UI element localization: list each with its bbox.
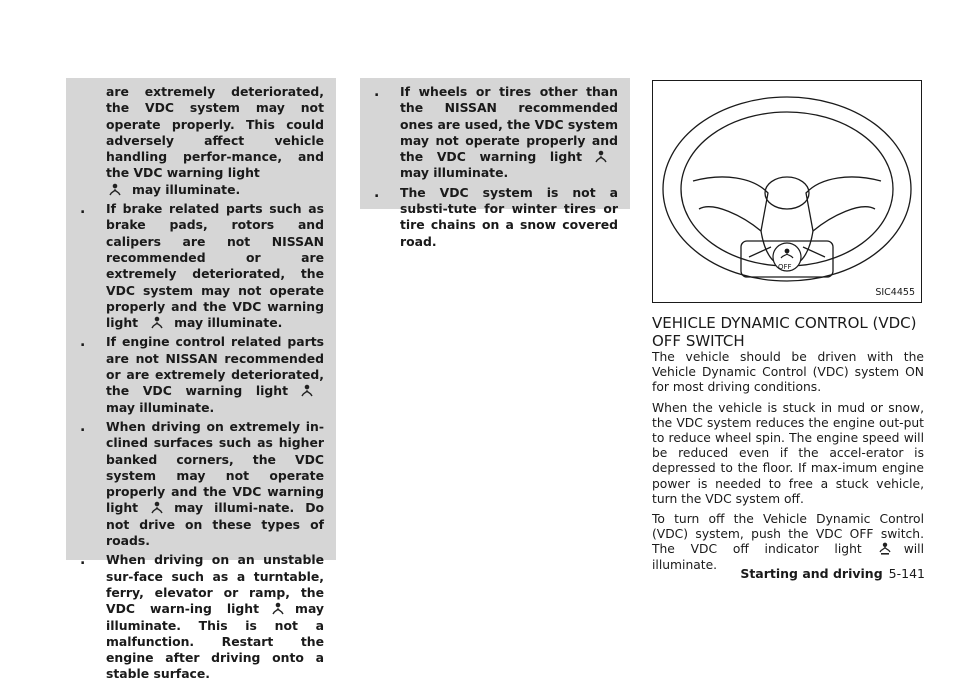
- vdc-warning-icon: [150, 501, 164, 514]
- warning-text: may illuminate.: [174, 315, 283, 331]
- section-body: [652, 350, 924, 578]
- warning-text: may illuminate. This is not a malfunction. Restart the engine after driving onto a stable surface.: [106, 601, 324, 682]
- vdc-switch-figure: [652, 80, 922, 303]
- warning-bullet: [372, 84, 618, 182]
- warning-text: If engine control related parts are not NISSAN recommended or are extremely deteriorated, the VDC warning light: [106, 334, 324, 399]
- warning-text: may illuminate.: [400, 165, 509, 181]
- page-number: 5-141: [888, 566, 925, 581]
- warning-text: may illumi-nate. Do not drive on these types of roads.: [106, 500, 324, 549]
- warning-text: If brake related parts such as brake pads, rotors and calipers are not NISSAN recommended or are extremely deteriorated, the VDC system may not operate properly and the VDC warning light: [106, 201, 324, 331]
- warning-text: may illuminate.: [106, 399, 215, 415]
- warning-bullet: [78, 419, 324, 549]
- bullet-mark: .: [80, 418, 86, 435]
- bullet-mark: .: [374, 84, 380, 100]
- body-text: will illuminate.: [652, 542, 924, 572]
- vdc-warning-icon: [108, 183, 122, 196]
- footer-section-name: Starting and driving: [740, 566, 883, 581]
- warning-text: may illuminate.: [132, 181, 241, 197]
- body-text: To turn off the Vehicle Dynamic Control (VDC) system, push the VDC OFF switch. The VDC off indicator light: [652, 512, 924, 557]
- vdc-warning-icon: [271, 602, 285, 615]
- vdc-warning-icon: [150, 316, 164, 329]
- switch-label: OFF: [778, 263, 792, 271]
- section-title-line: VEHICLE DYNAMIC CONTROL (VDC): [652, 314, 917, 332]
- warning-text: The VDC system is not a substi-tute for winter tires or tire chains on a snow covered road.: [400, 184, 618, 249]
- warning-text: When driving on extremely in-clined surfaces such as higher banked corners, the VDC system may not operate properly and the VDC warning light: [106, 418, 324, 516]
- page-footer: [740, 566, 925, 581]
- section-title-line: OFF SWITCH: [652, 332, 745, 350]
- figure-code: SIC4455: [875, 287, 915, 298]
- bullet-mark: .: [80, 334, 86, 351]
- warning-bullet: [78, 552, 324, 682]
- vdc-warning-icon: [594, 150, 608, 163]
- section-title: [652, 314, 937, 350]
- bullet-mark: .: [374, 184, 380, 201]
- warning-text: If wheels or tires other than the NISSAN recommended ones are used, the VDC system may not operate properly and the VDC warning light: [400, 84, 618, 165]
- vdc-off-indicator-icon: [878, 542, 892, 555]
- warning-text: are extremely deteriorated, the VDC system may not operate properly. This could adversely affect vehicle handling perfor-mance, and the VDC warning light: [106, 84, 324, 181]
- bullet-mark: .: [80, 201, 86, 218]
- warning-panel-middle: [360, 78, 630, 249]
- vdc-warning-icon: [300, 384, 314, 397]
- warning-bullet: [78, 201, 324, 331]
- warning-paragraph: [78, 84, 324, 198]
- body-paragraph: When the vehicle is stuck in mud or snow, the VDC system reduces the engine out-put to reduce wheel spin. The engine speed will be reduced even if the accel-erator is depressed to the floor. If max-imum engine power is needed to free a stuck vehicle, turn the VDC system off.: [652, 400, 924, 506]
- warning-text: When driving on an unstable sur-face such as a turntable, ferry, elevator or ramp, the VDC warn-ing light: [106, 552, 324, 617]
- bullet-mark: .: [80, 552, 86, 569]
- body-paragraph: The vehicle should be driven with the Vehicle Dynamic Control (VDC) system ON for most driving conditions.: [652, 350, 924, 395]
- body-paragraph: [652, 512, 924, 573]
- warning-bullet: [78, 334, 324, 415]
- warning-panel-left: [66, 78, 336, 682]
- warning-bullet: [372, 185, 618, 250]
